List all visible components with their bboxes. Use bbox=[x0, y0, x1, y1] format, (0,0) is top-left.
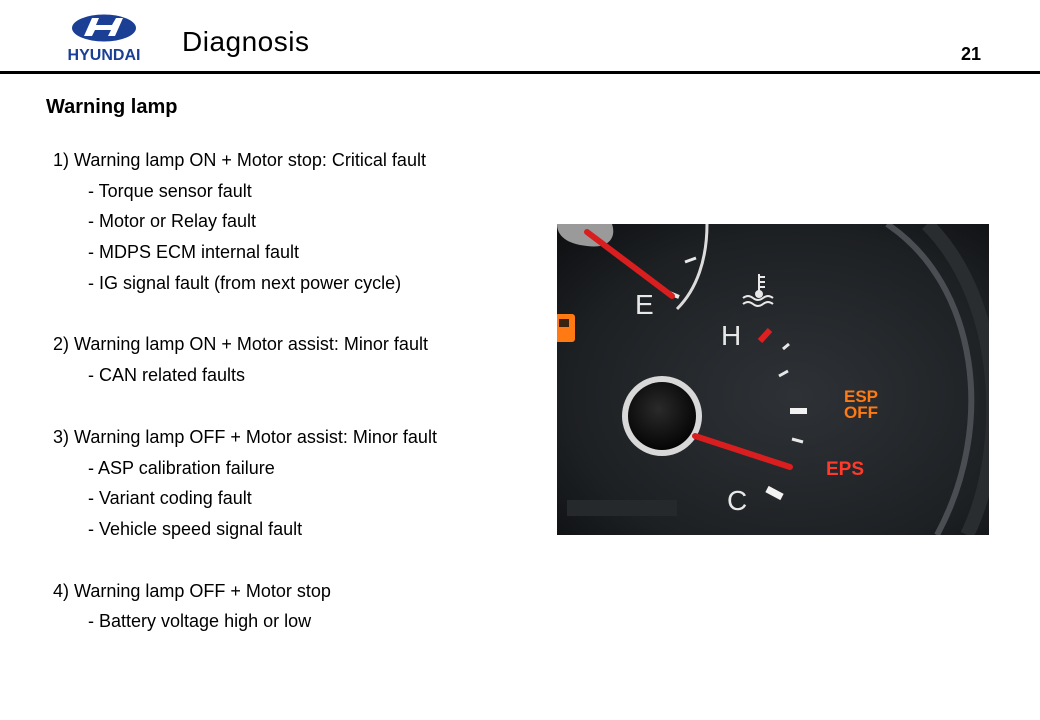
temp-cold-label: C bbox=[727, 485, 748, 516]
odometer-area bbox=[567, 500, 677, 516]
fuel-warning-icon bbox=[557, 314, 575, 342]
fault-group-title: 1) Warning lamp ON + Motor stop: Critical fault bbox=[53, 150, 426, 170]
section-heading: Warning lamp bbox=[46, 96, 178, 118]
logo-wordmark: HYUNDAI bbox=[67, 47, 141, 64]
fault-item: - Motor or Relay fault bbox=[88, 211, 257, 232]
eps-warning-lamp: EPS bbox=[826, 459, 865, 480]
fault-item: - MDPS ECM internal fault bbox=[88, 242, 300, 263]
fault-item: - ASP calibration failure bbox=[88, 457, 275, 478]
header-divider bbox=[0, 71, 1040, 74]
fault-item: - IG signal fault (from next power cycle) bbox=[88, 272, 402, 293]
hyundai-logo bbox=[54, 12, 154, 64]
esp-off-indicator-line2: OFF bbox=[844, 403, 878, 422]
page-title: Diagnosis bbox=[182, 26, 310, 57]
fuel-empty-label: E bbox=[635, 289, 654, 320]
fault-group-2 bbox=[53, 329, 533, 390]
fault-group-3 bbox=[53, 422, 533, 545]
fault-group-title: 3) Warning lamp OFF + Motor assist: Minor fault bbox=[53, 426, 437, 447]
esp-off-indicator-line1: ESP bbox=[844, 387, 879, 406]
needle-hub-cap bbox=[628, 382, 696, 450]
fault-item: - Battery voltage high or low bbox=[88, 611, 312, 632]
gauge-cluster-photo bbox=[557, 224, 989, 535]
fault-group-1 bbox=[53, 145, 533, 298]
fault-item: - Torque sensor fault bbox=[88, 180, 252, 201]
page-number: 21 bbox=[961, 44, 982, 64]
fault-item: - Vehicle speed signal fault bbox=[88, 518, 303, 539]
fault-item: - CAN related faults bbox=[88, 365, 246, 386]
fault-item: - Variant coding fault bbox=[88, 488, 252, 509]
fault-group-4 bbox=[53, 576, 533, 637]
temp-hot-label: H bbox=[721, 320, 742, 351]
fault-group-title: 2) Warning lamp ON + Motor assist: Minor fault bbox=[53, 334, 428, 355]
fault-group-title: 4) Warning lamp OFF + Motor stop bbox=[53, 580, 331, 601]
fault-list bbox=[53, 145, 533, 668]
